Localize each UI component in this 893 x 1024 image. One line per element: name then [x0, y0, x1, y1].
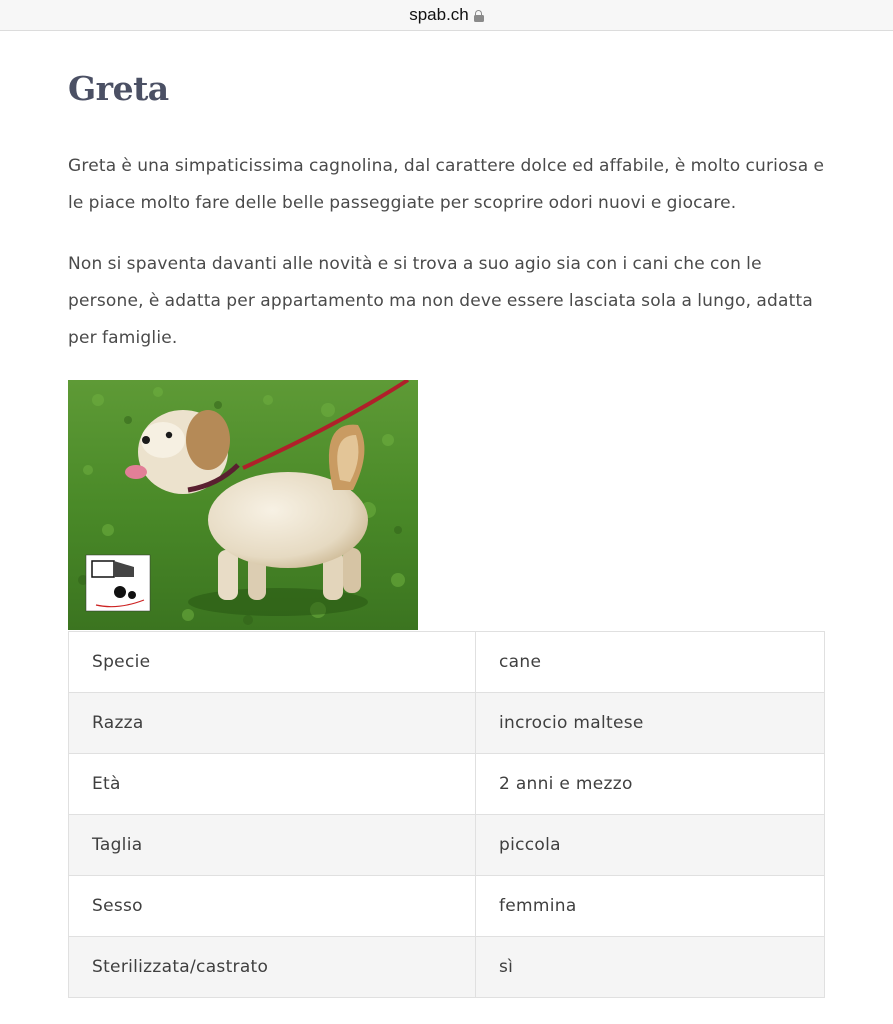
dog-photo [68, 380, 418, 630]
table-row [69, 754, 825, 815]
description-paragraph-1: Greta è una simpaticissima cagnolina, dal carattere dolce ed affabile, è molto curiosa e le piace molto fare delle belle passeggiate per scoprire odori nuovi e giocare. [68, 156, 825, 213]
description-paragraph-2: Non si spaventa davanti alle novità e si trova a suo agio sia con i cani che con le persone, è adatta per appartamento ma non deve essere lasciata sola a lungo, adatta per famiglie. [68, 254, 813, 348]
url-text[interactable]: spab.ch [409, 5, 469, 24]
detail-value: 2 anni e mezzo [476, 754, 825, 815]
detail-label: Sesso [69, 876, 476, 937]
table-row [69, 876, 825, 937]
detail-value: incrocio maltese [476, 693, 825, 754]
detail-label: Età [69, 754, 476, 815]
lock-icon [474, 10, 484, 22]
page-title: Greta [68, 69, 169, 108]
detail-label: Sterilizzata/castrato [69, 937, 476, 998]
table-row [69, 815, 825, 876]
detail-value: sì [476, 937, 825, 998]
detail-value: piccola [476, 815, 825, 876]
detail-value: femmina [476, 876, 825, 937]
details-table [68, 631, 825, 998]
table-row [69, 632, 825, 693]
detail-label: Specie [69, 632, 476, 693]
table-row [69, 937, 825, 998]
detail-label: Taglia [69, 815, 476, 876]
detail-label: Razza [69, 693, 476, 754]
table-row [69, 693, 825, 754]
detail-value: cane [476, 632, 825, 693]
address-bar[interactable] [0, 0, 893, 31]
